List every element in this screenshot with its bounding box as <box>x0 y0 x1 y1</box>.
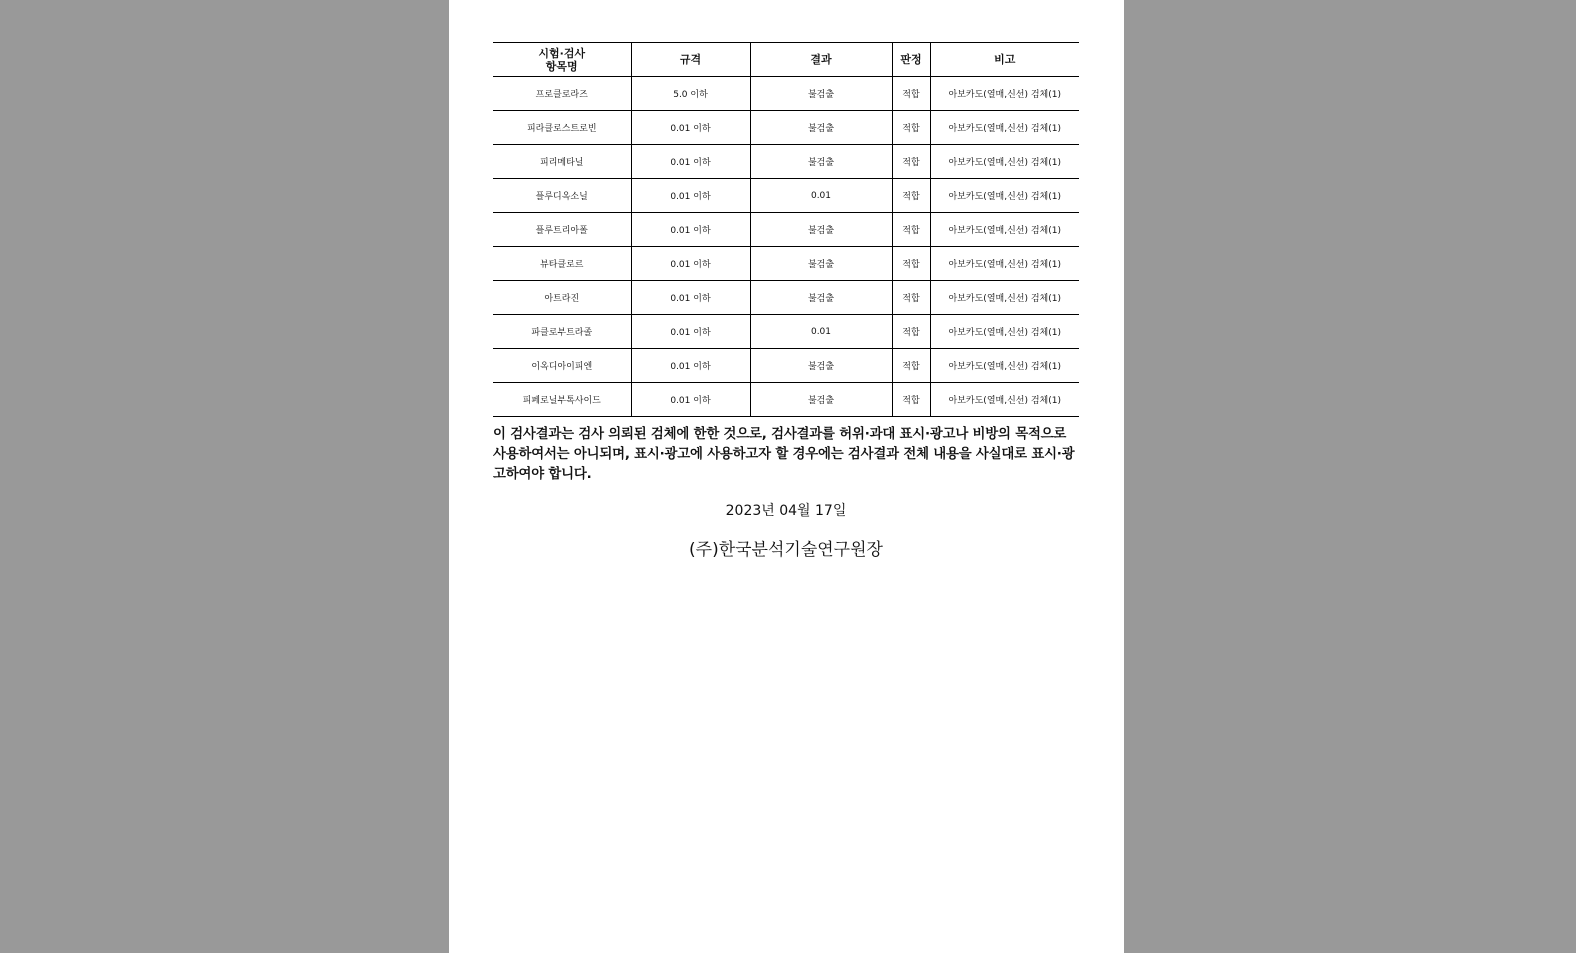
header-standard: 규격 <box>631 43 750 77</box>
document-page <box>449 0 1124 953</box>
cell-item-name: 플루디옥소닐 <box>493 179 631 213</box>
cell-judgment: 적합 <box>892 281 930 315</box>
cell-judgment: 적합 <box>892 111 930 145</box>
table-row <box>493 383 1079 417</box>
cell-remarks: 아보카도(열매,신선) 검체(1) <box>930 247 1079 281</box>
cell-remarks: 아보카도(열매,신선) 검체(1) <box>930 111 1079 145</box>
test-results-table <box>493 42 1079 417</box>
cell-remarks: 아보카도(열매,신선) 검체(1) <box>930 77 1079 111</box>
cell-remarks: 아보카도(열매,신선) 검체(1) <box>930 213 1079 247</box>
cell-standard: 0.01 이하 <box>631 145 750 179</box>
cell-standard: 0.01 이하 <box>631 111 750 145</box>
cell-remarks: 아보카도(열매,신선) 검체(1) <box>930 179 1079 213</box>
cell-remarks: 아보카도(열매,신선) 검체(1) <box>930 145 1079 179</box>
cell-standard: 0.01 이하 <box>631 315 750 349</box>
cell-item-name: 파클로부트라졸 <box>493 315 631 349</box>
cell-item-name: 뷰타클로르 <box>493 247 631 281</box>
cell-standard: 0.01 이하 <box>631 383 750 417</box>
cell-result: 불검출 <box>750 145 892 179</box>
cell-standard: 0.01 이하 <box>631 281 750 315</box>
cell-result: 불검출 <box>750 111 892 145</box>
cell-item-name: 프로클로라즈 <box>493 77 631 111</box>
cell-remarks: 아보카도(열매,신선) 검체(1) <box>930 383 1079 417</box>
table-row <box>493 77 1079 111</box>
cell-standard: 5.0 이하 <box>631 77 750 111</box>
cell-judgment: 적합 <box>892 383 930 417</box>
cell-remarks: 아보카도(열매,신선) 검체(1) <box>930 281 1079 315</box>
cell-item-name: 피페로닐부톡사이드 <box>493 383 631 417</box>
table-row <box>493 281 1079 315</box>
cell-result: 불검출 <box>750 77 892 111</box>
cell-result: 불검출 <box>750 247 892 281</box>
cell-item-name: 피리메타닐 <box>493 145 631 179</box>
cell-judgment: 적합 <box>892 179 930 213</box>
table-row <box>493 111 1079 145</box>
table-header-row <box>493 43 1079 77</box>
table-row <box>493 213 1079 247</box>
cell-result: 불검출 <box>750 213 892 247</box>
cell-item-name: 플루트리아폴 <box>493 213 631 247</box>
header-item-name: 시험·검사 항목명 <box>493 43 631 77</box>
cell-judgment: 적합 <box>892 213 930 247</box>
cell-judgment: 적합 <box>892 77 930 111</box>
issue-date: 2023년 04월 17일 <box>725 503 847 519</box>
cell-remarks: 아보카도(열매,신선) 검체(1) <box>930 315 1079 349</box>
cell-item-name: 이옥디아이피엔 <box>493 349 631 383</box>
cell-judgment: 적합 <box>892 315 930 349</box>
table-row <box>493 179 1079 213</box>
cell-result: 0.01 <box>750 179 892 213</box>
header-result: 결과 <box>750 43 892 77</box>
cell-judgment: 적합 <box>892 145 930 179</box>
cell-result: 불검출 <box>750 349 892 383</box>
cell-result: 불검출 <box>750 383 892 417</box>
cell-standard: 0.01 이하 <box>631 213 750 247</box>
header-remarks: 비고 <box>930 43 1079 77</box>
disclaimer-notice: 이 검사결과는 검사 의뢰된 검체에 한한 것으로, 검사결과를 허위·과대 표시·광고나 비방의 목적으로 사용하여서는 아니되며, 표시·광고에 사용하고자 할 경우에는 검사결과 전체 내용을 사실대로 표시·광고하여야 합니다. <box>493 427 1075 482</box>
table-row <box>493 315 1079 349</box>
header-judgment: 판정 <box>892 43 930 77</box>
cell-item-name: 피라클로스트로빈 <box>493 111 631 145</box>
cell-item-name: 아트라진 <box>493 281 631 315</box>
cell-judgment: 적합 <box>892 247 930 281</box>
cell-remarks: 아보카도(열매,신선) 검체(1) <box>930 349 1079 383</box>
cell-standard: 0.01 이하 <box>631 179 750 213</box>
issuer-name: (주)한국분석기술연구원장 <box>689 540 883 560</box>
table-row <box>493 349 1079 383</box>
table-row <box>493 247 1079 281</box>
cell-standard: 0.01 이하 <box>631 349 750 383</box>
cell-result: 0.01 <box>750 315 892 349</box>
cell-standard: 0.01 이하 <box>631 247 750 281</box>
table-row <box>493 145 1079 179</box>
cell-result: 불검출 <box>750 281 892 315</box>
cell-judgment: 적합 <box>892 349 930 383</box>
